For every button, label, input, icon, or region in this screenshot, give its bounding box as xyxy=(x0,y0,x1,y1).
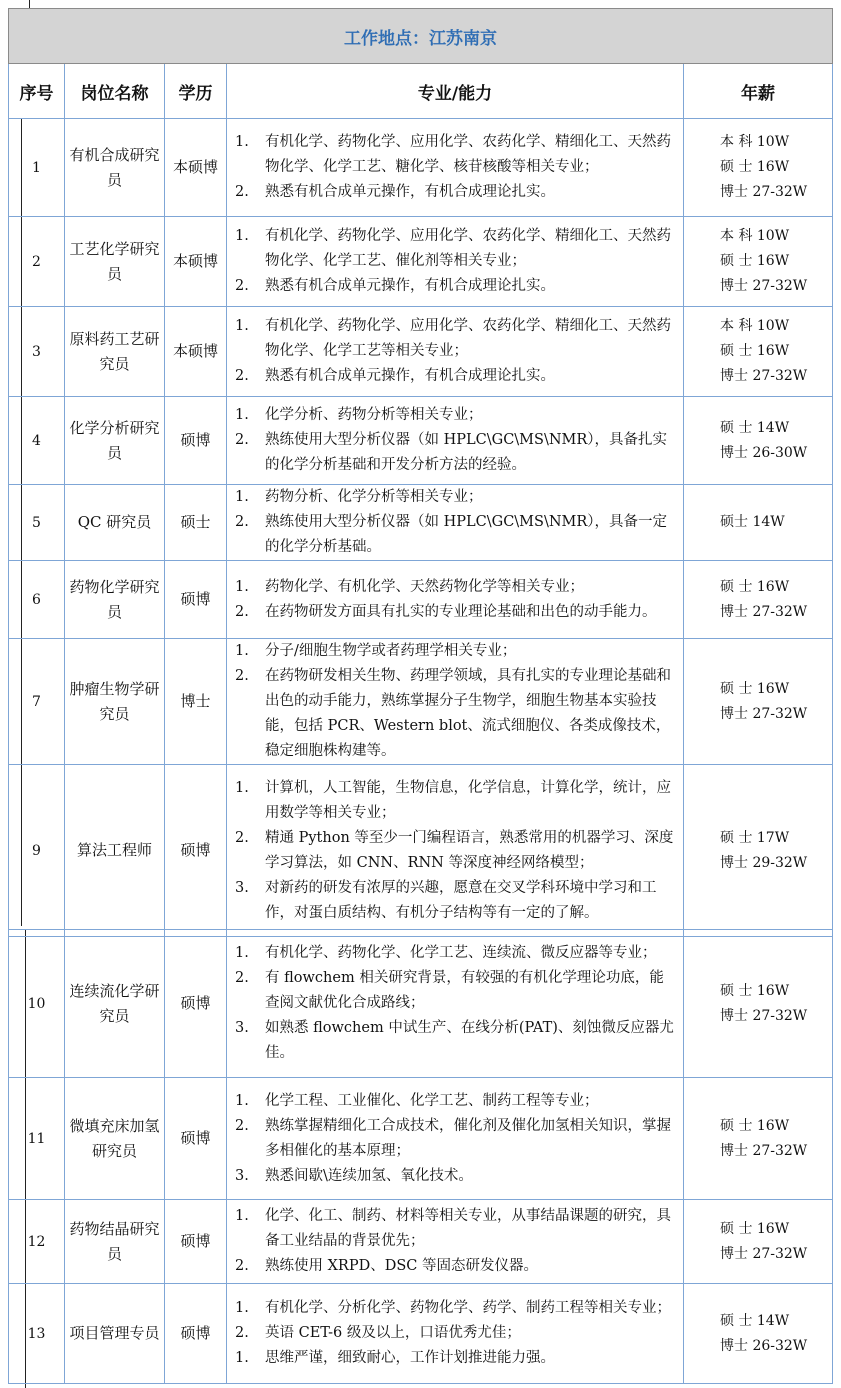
requirement-item xyxy=(235,485,677,510)
salary-cell xyxy=(684,397,833,485)
table-row xyxy=(9,119,833,217)
jobs-table-body xyxy=(9,119,833,937)
row-number: 5 xyxy=(9,485,65,561)
row-number: 13 xyxy=(9,1284,65,1384)
header-major: 专业/能力 xyxy=(227,64,684,119)
requirement-text: 熟悉有机合成单元操作，有机合成理论扎实。 xyxy=(265,278,555,294)
row-number: 9 xyxy=(9,765,65,937)
requirement-item xyxy=(235,428,677,478)
salary-line: 博士 27-32W xyxy=(720,184,808,200)
requirement-item xyxy=(235,941,677,966)
requirements-cell xyxy=(227,1078,684,1200)
table-row xyxy=(9,217,833,307)
salary-line: 硕 士 16W xyxy=(720,680,790,697)
position-name: 肿瘤生物学研究员 xyxy=(65,639,165,765)
requirements-cell xyxy=(227,217,684,307)
salary-line: 硕 士 16W xyxy=(720,1220,790,1237)
requirement-item xyxy=(235,600,677,625)
table-row xyxy=(9,307,833,397)
requirement-item xyxy=(235,224,677,274)
salary-cell xyxy=(684,561,833,639)
salary-line: 博士 27-32W xyxy=(720,1245,808,1262)
position-name: 微填充床加氢研究员 xyxy=(65,1078,165,1200)
header-position: 岗位名称 xyxy=(65,64,165,119)
header-salary: 年薪 xyxy=(684,64,833,119)
requirement-text: 有机化学、药物化学、应用化学、农药化学、精细化工、天然药物化学、化学工艺、催化剂等相关专业； xyxy=(265,228,671,269)
requirement-item xyxy=(235,1089,677,1114)
requirement-text: 有机化学、药物化学、应用化学、农药化学、精细化工、天然药物化学、化学工艺、糖化学、核苷核酸等相关专业； xyxy=(265,134,671,175)
requirement-number: 3. xyxy=(235,1020,249,1036)
education-level: 硕博 xyxy=(165,765,227,937)
requirement-item xyxy=(235,1204,677,1254)
table-row xyxy=(9,561,833,639)
salary-line: 硕 士 16W xyxy=(720,578,790,595)
requirement-item xyxy=(235,1346,677,1371)
position-name: 连续流化学研究员 xyxy=(65,930,165,1078)
requirement-number: 2. xyxy=(235,970,249,986)
requirement-text: 在药物研发相关生物、药理学领域，具有扎实的专业理论基础和出色的动手能力，熟练掌握分子生物学，细胞生物基本实验技能，包括 PCR、Western blot、流式细胞仪、各类成像技术，稳定细胞株构建等。 xyxy=(265,668,671,759)
requirement-text: 有机化学、药物化学、应用化学、农药化学、精细化工、天然药物化学、化学工艺等相关专业； xyxy=(265,318,671,359)
requirement-item xyxy=(235,1254,677,1279)
requirement-item xyxy=(235,639,677,664)
requirement-number: 1. xyxy=(235,779,249,796)
salary-cell xyxy=(684,217,833,307)
requirement-number: 1. xyxy=(235,643,249,659)
salary-line: 硕 士 16W xyxy=(720,982,790,999)
requirement-item xyxy=(235,1164,677,1189)
requirements-cell xyxy=(227,561,684,639)
education-level: 硕博 xyxy=(165,1284,227,1384)
requirement-item xyxy=(235,130,677,180)
row-number: 3 xyxy=(9,307,65,397)
row-number: 4 xyxy=(9,397,65,485)
salary-cell xyxy=(684,1078,833,1200)
requirement-number: 2. xyxy=(235,603,249,620)
salary-line: 博士 27-32W xyxy=(720,368,808,384)
education-level: 本硕博 xyxy=(165,217,227,307)
requirement-number: 1. xyxy=(235,134,249,150)
requirement-item xyxy=(235,575,677,600)
requirement-text: 熟练使用 XRPD、DSC 等固态研发仪器。 xyxy=(265,1258,538,1274)
requirement-text: 化学工程、工业催化、化学工艺、制药工程等专业； xyxy=(265,1092,599,1109)
row-number: 11 xyxy=(9,1078,65,1200)
requirements-cell xyxy=(227,1284,684,1384)
requirement-text: 在药物研发方面具有扎实的专业理论基础和出色的动手能力。 xyxy=(265,603,657,620)
requirement-text: 熟悉间歇\连续加氢、氧化技术。 xyxy=(265,1167,473,1184)
requirements-cell xyxy=(227,1200,684,1284)
salary-line: 硕士 14W xyxy=(720,514,785,530)
salary-line: 硕 士 16W xyxy=(720,1117,790,1134)
requirements-cell xyxy=(227,639,684,765)
salary-cell xyxy=(684,1200,833,1284)
requirement-item xyxy=(235,364,677,389)
requirements-cell xyxy=(227,485,684,561)
education-level: 硕博 xyxy=(165,561,227,639)
requirement-number: 1. xyxy=(235,945,249,961)
salary-line: 博士 26-32W xyxy=(720,1337,808,1354)
salary-line: 硕 士 14W xyxy=(720,419,790,436)
jobs-table-continued xyxy=(8,929,833,1384)
salary-line: 硕 士 17W xyxy=(720,829,790,846)
salary-cell xyxy=(684,307,833,397)
education-level: 本硕博 xyxy=(165,119,227,217)
salary-line: 博士 27-32W xyxy=(720,705,808,722)
requirement-item xyxy=(235,966,677,1016)
requirement-number: 1. xyxy=(235,1300,249,1316)
salary-line: 博士 29-32W xyxy=(720,854,808,871)
requirement-text: 化学分析、药物分析等相关专业； xyxy=(265,407,483,423)
requirement-number: 2. xyxy=(235,1258,249,1274)
position-name: 算法工程师 xyxy=(65,765,165,937)
row-number: 6 xyxy=(9,561,65,639)
position-name: 化学分析研究员 xyxy=(65,397,165,485)
requirements-cell xyxy=(227,765,684,937)
requirement-number: 2. xyxy=(235,1325,249,1341)
requirement-number: 2. xyxy=(235,514,249,530)
requirement-item xyxy=(235,1114,677,1164)
salary-line: 博士 27-32W xyxy=(720,278,808,294)
jobs-table-continued-body xyxy=(9,930,833,1384)
requirement-item xyxy=(235,274,677,299)
table-row xyxy=(9,1200,833,1284)
requirement-text: 如熟悉 flowchem 中试生产、在线分析(PAT)、刻蚀微反应器尤佳。 xyxy=(265,1020,674,1061)
education-level: 硕博 xyxy=(165,397,227,485)
requirement-text: 熟练使用大型分析仪器（如 HPLC\GC\MS\NMR），具备扎实的化学分析基础和开发分析方法的经验。 xyxy=(265,432,668,473)
requirement-item xyxy=(235,1296,677,1321)
jobs-table xyxy=(8,8,833,937)
requirement-text: 熟悉有机合成单元操作，有机合成理论扎实。 xyxy=(265,368,555,384)
requirement-item xyxy=(235,876,677,926)
salary-line: 博士 27-32W xyxy=(720,1007,808,1024)
requirement-text: 对新药的研发有浓厚的兴趣，愿意在交叉学科环境中学习和工作，对蛋白质结构、有机分子结构等有一定的了解。 xyxy=(265,879,657,921)
requirement-text: 有机化学、药物化学、化学工艺、连续流、微反应器等专业； xyxy=(265,945,657,961)
requirements-cell xyxy=(227,307,684,397)
requirement-item xyxy=(235,1321,677,1346)
salary-line: 本 科 10W xyxy=(720,228,790,244)
salary-line: 硕 士 16W xyxy=(720,343,790,359)
requirement-item xyxy=(235,180,677,205)
requirement-number: 1. xyxy=(235,1350,249,1366)
salary-cell xyxy=(684,765,833,937)
requirement-item xyxy=(235,510,677,560)
requirement-number: 2. xyxy=(235,432,249,448)
position-name: QC 研究员 xyxy=(65,485,165,561)
salary-line: 本 科 10W xyxy=(720,134,790,150)
requirement-number: 1. xyxy=(235,228,249,244)
table-row xyxy=(9,639,833,765)
table-row xyxy=(9,397,833,485)
requirement-number: 1. xyxy=(235,1092,249,1109)
row-number: 7 xyxy=(9,639,65,765)
requirement-text: 精通 Python 等至少一门编程语言，熟悉常用的机器学习、深度学习算法，如 CNN、RNN 等深度神经网络模型； xyxy=(265,829,674,871)
header-education: 学历 xyxy=(165,64,227,119)
education-level: 硕士 xyxy=(165,485,227,561)
requirement-text: 熟练掌握精细化工合成技术，催化剂及催化加氢相关知识，掌握多相催化的基本原理； xyxy=(265,1117,671,1159)
position-name: 原料药工艺研究员 xyxy=(65,307,165,397)
requirement-item xyxy=(235,1016,677,1066)
table-row xyxy=(9,930,833,1078)
education-level: 本硕博 xyxy=(165,307,227,397)
position-name: 药物化学研究员 xyxy=(65,561,165,639)
position-name: 有机合成研究员 xyxy=(65,119,165,217)
row-number: 12 xyxy=(9,1200,65,1284)
education-level: 硕博 xyxy=(165,1200,227,1284)
requirement-number: 2. xyxy=(235,829,249,846)
salary-line: 博士 27-32W xyxy=(720,1142,808,1159)
requirement-text: 熟悉有机合成单元操作，有机合成理论扎实。 xyxy=(265,184,555,200)
requirements-cell xyxy=(227,397,684,485)
requirement-text: 熟练使用大型分析仪器（如 HPLC\GC\MS\NMR），具备一定的化学分析基础。 xyxy=(265,514,668,555)
requirement-item xyxy=(235,403,677,428)
position-name: 项目管理专员 xyxy=(65,1284,165,1384)
salary-cell xyxy=(684,119,833,217)
salary-line: 硕 士 16W xyxy=(720,253,790,269)
requirement-text: 药物分析、化学分析等相关专业； xyxy=(265,489,483,505)
requirement-text: 英语 CET-6 级及以上，口语优秀尤佳； xyxy=(265,1325,521,1341)
location-row xyxy=(9,9,833,64)
salary-cell xyxy=(684,639,833,765)
requirement-text: 化学、化工、制药、材料等相关专业，从事结晶课题的研究，具备工业结晶的背景优先； xyxy=(265,1208,671,1249)
requirement-number: 2. xyxy=(235,368,249,384)
header-row xyxy=(9,64,833,119)
education-level: 硕博 xyxy=(165,1078,227,1200)
table-row xyxy=(9,485,833,561)
requirement-text: 思维严谨，细致耐心，工作计划推进能力强。 xyxy=(265,1350,555,1366)
requirement-number: 2. xyxy=(235,1117,249,1134)
requirement-number: 2. xyxy=(235,184,249,200)
requirement-item xyxy=(235,776,677,826)
requirements-cell xyxy=(227,119,684,217)
salary-line: 博士 26-30W xyxy=(720,444,808,461)
row-number: 1 xyxy=(9,119,65,217)
education-level: 博士 xyxy=(165,639,227,765)
salary-line: 博士 27-32W xyxy=(720,603,808,620)
requirement-number: 3. xyxy=(235,1167,249,1184)
requirement-text: 分子/细胞生物学或者药理学相关专业； xyxy=(265,643,517,659)
requirement-number: 1. xyxy=(235,318,249,334)
salary-cell xyxy=(684,930,833,1078)
requirement-item xyxy=(235,826,677,876)
position-name: 药物结晶研究员 xyxy=(65,1200,165,1284)
requirement-text: 计算机，人工智能，生物信息，化学信息，计算化学，统计，应用数学等相关专业； xyxy=(265,779,671,821)
salary-cell xyxy=(684,1284,833,1384)
requirement-text: 有机化学、分析化学、药物化学、药学、制药工程等相关专业； xyxy=(265,1300,671,1316)
requirement-number: 1. xyxy=(235,407,249,423)
table-row xyxy=(9,1284,833,1384)
table-row xyxy=(9,765,833,937)
row-number: 10 xyxy=(9,930,65,1078)
requirement-item xyxy=(235,664,677,764)
requirement-number: 1. xyxy=(235,489,249,505)
requirement-number: 1. xyxy=(235,1208,249,1224)
requirement-text: 有 flowchem 相关研究背景，有较强的有机化学理论功底，能查阅文献优化合成路线； xyxy=(265,970,664,1011)
salary-line: 硕 士 16W xyxy=(720,159,790,175)
header-no: 序号 xyxy=(9,64,65,119)
requirement-text: 药物化学、有机化学、天然药物化学等相关专业； xyxy=(265,578,584,595)
requirement-number: 1. xyxy=(235,578,249,595)
table-row xyxy=(9,1078,833,1200)
requirements-cell xyxy=(227,930,684,1078)
salary-line: 本 科 10W xyxy=(720,318,790,334)
row-number: 2 xyxy=(9,217,65,307)
requirement-number: 2. xyxy=(235,668,249,684)
position-name: 工艺化学研究员 xyxy=(65,217,165,307)
education-level: 硕博 xyxy=(165,930,227,1078)
requirement-item xyxy=(235,314,677,364)
requirement-number: 2. xyxy=(235,278,249,294)
requirement-number: 3. xyxy=(235,879,249,896)
salary-cell xyxy=(684,485,833,561)
location-title: 工作地点：江苏南京 xyxy=(9,9,833,64)
salary-line: 硕 士 14W xyxy=(720,1312,790,1329)
